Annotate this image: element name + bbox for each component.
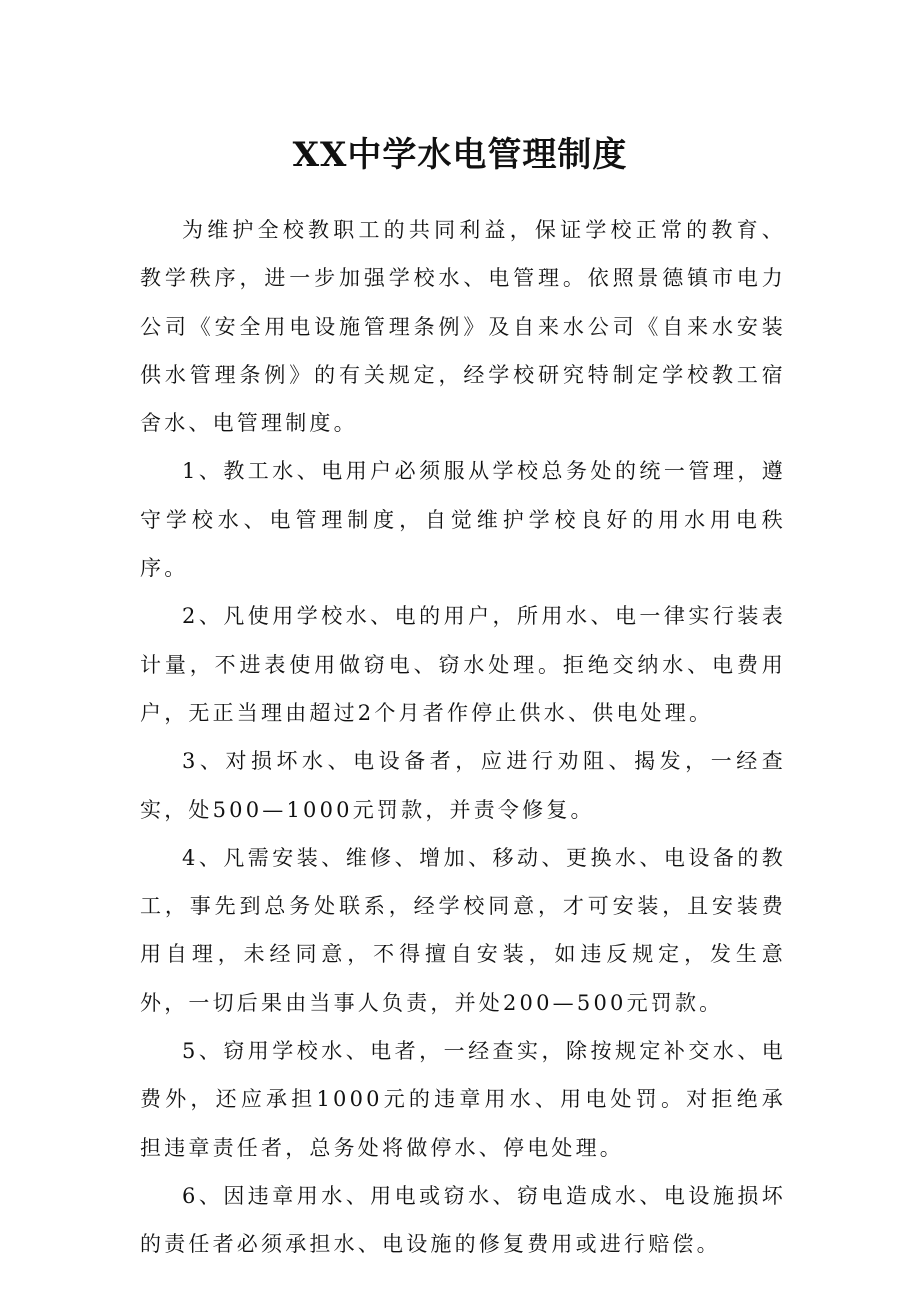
- rule-paragraph-6: 6、因违章用水、用电或窃水、窃电造成水、电设施损坏的责任者必须承担水、电设施的修复费用或进行赔偿。: [140, 1183, 786, 1257]
- rule-paragraph-1: 1、教工水、电用户必须服从学校总务处的统一管理，遵守学校水、电管理制度，自觉维护学校良好的用水用电秩序。: [140, 459, 786, 581]
- document-body: [140, 206, 786, 1269]
- document-title: XX中学水电管理制度: [292, 134, 628, 175]
- intro-paragraph: 为维护全校教职工的共同利益，保证学校正常的教育、教学秩序，进一步加强学校水、电管理。依照景德镇市电力公司《安全用电设施管理条例》及自来水公司《自来水安装供水管理条例》的有关规定，经学校研究特制定学校教工宿舍水、电管理制度。: [140, 218, 786, 436]
- rule-paragraph-5: 5、窃用学校水、电者，一经查实，除按规定补交水、电费外，还应承担1000元的违章用水、用电处罚。对拒绝承担违章责任者，总务处将做停水、停电处理。: [140, 1039, 786, 1160]
- rule-paragraph-2: 2、凡使用学校水、电的用户，所用水、电一律实行装表计量，不进表使用做窃电、窃水处理。拒绝交纳水、电费用户，无正当理由超过2个月者作停止供水、供电处理。: [140, 604, 786, 725]
- rule-paragraph-4: 4、凡需安装、维修、增加、移动、更换水、电设备的教工，事先到总务处联系，经学校同意，才可安装，且安装费用自理，未经同意，不得擅自安装，如违反规定，发生意外，一切后果由当事人负责，并处200—500元罚款。: [140, 845, 786, 1015]
- rule-paragraph-3: 3、对损坏水、电设备者，应进行劝阻、揭发，一经查实，处500—1000元罚款，并责令修复。: [140, 749, 786, 822]
